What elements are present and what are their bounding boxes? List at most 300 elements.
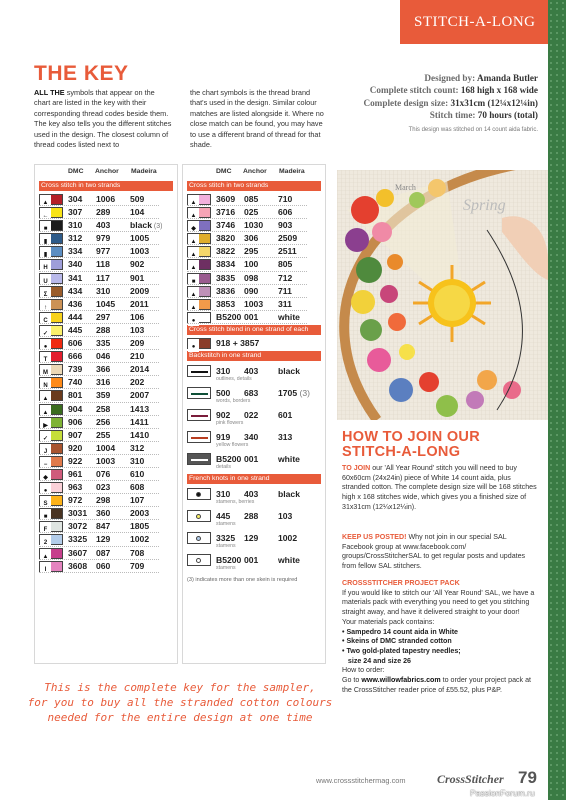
anchor-code: 117 [96,272,110,283]
colour-swatch [51,431,62,440]
symbol-glyph: ▲ [188,199,199,208]
pack-contains-label: Your materials pack contains: [342,617,435,626]
madeira-code: 2014 [130,364,150,375]
anchor-code: 288 [96,324,111,335]
madeira-code: black (3) [130,220,163,231]
colour-swatch [199,313,210,322]
symbol-glyph: N [40,382,51,391]
thread-row [39,389,173,402]
thread-symbol [39,246,63,257]
dmc-code: 3607 [68,547,88,558]
backstitch-row [187,363,321,385]
thread-row [39,219,173,232]
symbol-glyph: ▲ [40,199,51,208]
thread-symbol [187,312,211,323]
symbol-glyph: 2 [40,539,51,548]
madeira-code: 710 [278,194,293,204]
madeira-code: 1410 [130,429,150,440]
thread-row [39,363,173,376]
anchor-code: 087 [96,547,111,558]
backstitch-line [191,437,208,439]
madeira-code: 1003 [130,246,150,257]
thread-row [39,350,173,363]
madeira-code: 1705 (3) [278,388,311,399]
dmc-code: 972 [68,495,83,506]
thread-row [39,429,173,442]
anchor-code: 256 [96,416,111,427]
madeira-code: 805 [278,259,293,270]
colour-swatch [51,483,62,492]
dmc-code: 3835 [216,272,236,283]
knot-dot [196,492,201,497]
anchor-code: 298 [96,495,111,506]
thread-row [39,285,173,298]
colour-swatch [51,535,62,544]
thread-row [187,311,321,324]
thread-symbol [39,312,63,323]
colour-swatch [51,418,62,427]
madeira-code: 1005 [130,233,150,244]
thread-symbol [39,259,63,270]
anchor-code: 295 [244,246,259,257]
page-number: 79 [518,768,537,787]
anchor-code: 129 [96,534,111,545]
dmc-code: 904 [68,403,83,414]
dmc-code: 3834 [216,259,236,270]
thread-row [39,232,173,245]
colour-swatch [51,457,62,466]
thread-symbol [39,364,63,375]
thread-row [39,193,173,206]
madeira-code: 1413 [130,403,150,414]
thread-row [187,245,321,258]
intro-col-1 [34,88,172,150]
anchor-code: 118 [96,259,110,270]
dmc-code: 3836 [216,285,236,296]
stitch-usage: stamens [216,543,236,550]
dmc-code: 3031 [68,508,88,519]
stitching-photo [337,170,548,420]
madeira-code: black [278,489,300,500]
dmc-code: B5200 [216,555,242,566]
anchor-code: 360 [96,508,111,519]
symbol-glyph: T [40,356,51,365]
symbol-glyph: ● [188,317,199,326]
dmc-code: 307 [68,207,83,218]
group-blend: Cross stitch blend in one strand of each [187,325,321,335]
anchor-code: 060 [96,560,111,571]
thread-row [187,232,321,245]
backstitch-symbol [187,365,211,377]
madeira-code: 310 [130,455,145,466]
madeira-code: 608 [130,482,145,493]
madeira-code: 509 [130,194,145,204]
col-dmc: DMC [68,168,84,175]
anchor-code: 023 [96,482,111,493]
anchor-code: 340 [244,432,259,443]
thread-row [187,272,321,285]
anchor-code: 001 [244,311,259,322]
credit-label: Stitch time: [429,110,478,121]
dmc-code: 310 [68,220,83,231]
backstitch-row [187,451,321,473]
dmc-code: 340 [68,259,83,270]
anchor-code: 001 [244,454,259,465]
credit-label: Complete stitch count: [369,85,461,96]
row-divider [187,323,307,324]
colour-swatch [199,195,210,204]
colour-swatch [51,562,62,571]
anchor-code: 022 [244,410,259,421]
thread-symbol [39,521,63,532]
dmc-code: 445 [216,511,231,522]
symbol-glyph: ▮ [40,238,51,247]
left-key-rows [39,180,173,573]
thread-symbol [39,561,63,572]
thread-row [39,547,173,560]
col-madeira: Madeira [131,168,157,175]
backstitch-line [191,415,208,417]
march-label: March [395,183,416,192]
dmc-code: 310 [216,366,231,377]
colour-swatch [199,234,210,243]
anchor-code: 076 [96,468,111,479]
thread-row [39,324,173,337]
anchor-code: 1006 [96,194,116,204]
anchor-code: 1030 [244,220,264,231]
colour-swatch [199,208,210,217]
symbol-glyph: ▲ [188,264,199,273]
madeira-code: 711 [278,285,292,296]
row-divider [39,572,159,573]
thread-symbol [187,299,211,310]
dmc-code: 444 [68,311,83,322]
backstitch-line [191,371,208,373]
dmc-code: 906 [68,416,83,427]
symbol-glyph: ● [40,343,51,352]
colour-swatch [51,247,62,256]
watermark: PassionForum.ru [470,788,535,798]
note-line-1: This is the complete key for the sampler, [44,681,316,694]
order-heading: How to order: [342,666,385,675]
backstitch-line [191,393,208,395]
dmc-code: B5200 [216,311,242,322]
symbol-glyph: − [40,461,51,470]
stitch-usage: stamens [216,521,236,528]
colour-swatch [51,274,62,283]
anchor-code: 090 [244,285,259,296]
anchor-code: 306 [244,233,259,244]
madeira-code: 2007 [130,390,150,401]
thread-key-left [34,164,178,664]
thread-row [39,494,173,507]
dmc-code: B5200 [216,454,242,465]
thread-symbol [187,220,211,231]
symbol-glyph: Σ [40,291,51,300]
madeira-code: 708 [130,547,145,558]
right-key-rows [187,180,321,583]
colour-swatch [199,300,210,309]
thread-symbol [187,286,211,297]
col-dmc: DMC [216,168,232,175]
colour-swatch [51,339,62,348]
stitch-usage: stamens, berries [216,499,255,506]
symbol-glyph: ● [188,343,199,352]
colour-swatch [51,234,62,243]
dmc-code: 922 [68,455,83,466]
thread-symbol [39,220,63,231]
knot-row [187,508,321,530]
madeira-code: 606 [278,207,293,218]
stitch-usage: words, borders [216,398,251,405]
madeira-code: 709 [130,560,145,571]
symbol-glyph: ◆ [40,474,51,483]
credit-line [338,72,538,84]
symbol-glyph: C [40,317,51,326]
colour-swatch [51,260,62,269]
symbol-glyph: ▲ [188,304,199,313]
note-line-2: for you to buy all the stranded cotton colours [27,696,333,709]
knot-dot [196,536,201,541]
anchor-code: 1003 [96,455,116,466]
credit-value: 70 hours (total) [477,110,538,121]
madeira-code: 1411 [130,416,149,427]
madeira-code: 106 [130,311,145,322]
thread-row [187,285,321,298]
madeira-code: 2511 [278,246,297,257]
dmc-code: 304 [68,194,83,204]
madeira-code: 1002 [278,533,298,544]
colour-swatch [51,496,62,505]
colour-swatch [51,352,62,361]
colour-swatch [199,221,210,230]
colour-swatch [51,405,62,414]
thread-symbol [39,495,63,506]
thread-symbol [39,351,63,362]
backstitch-row [187,385,321,407]
colour-swatch [51,444,62,453]
anchor-code: 310 [96,285,111,296]
symbol-glyph: ▲ [40,395,51,404]
anchor-code: 046 [96,351,111,362]
group-cross-stitch: Cross stitch in two strands [39,181,173,191]
howto-para-3 [342,579,538,695]
colour-swatch [51,378,62,387]
colour-swatch [51,300,62,309]
thread-symbol [39,299,63,310]
thread-row [39,520,173,533]
symbol-glyph: ▲ [188,291,199,300]
note-line-3: needed for the entire design at one time [47,711,313,724]
symbol-glyph: ◆ [188,225,199,234]
howto-para-1 [342,464,538,513]
symbol-glyph: U [40,278,51,287]
madeira-code: 103 [130,324,145,335]
symbol-glyph: ↑ [40,304,51,313]
madeira-code: 2011 [130,298,149,309]
thread-symbol [39,233,63,244]
thread-row [39,455,173,468]
thread-symbol [39,338,63,349]
stitch-usage: outlines, details [216,376,252,383]
madeira-code: 2009 [130,285,150,296]
colour-swatch [51,313,62,322]
anchor-code: 297 [96,311,111,322]
symbol-glyph: ● [40,487,51,496]
dmc-code: 310 [216,489,231,500]
colour-swatch [51,326,62,335]
anchor-code: 403 [244,489,259,500]
knot-symbol [187,554,211,566]
thread-symbol [39,286,63,297]
col-anchor: Anchor [243,168,267,175]
madeira-code: 103 [278,511,293,522]
madeira-code: 202 [130,377,145,388]
backstitch-row [187,429,321,451]
thread-symbol [187,194,211,205]
thread-row [39,272,173,285]
thread-symbol [39,443,63,454]
backstitch-symbol [187,453,211,465]
symbol-glyph: ▲ [188,238,199,247]
howto-text-2: Why not join in our special SAL Facebook group at www.facebook.com/ groups/CrossStitcherSAL to get regular posts and updates from fellow SAL stitchers. [342,533,526,571]
dmc-code: 3325 [216,533,236,544]
madeira-code: white [278,555,300,566]
anchor-code: 289 [96,207,111,218]
anchor-code: 316 [96,377,111,388]
thread-symbol [39,456,63,467]
thread-symbol [39,534,63,545]
colour-swatch [199,260,210,269]
dmc-code: 434 [68,285,83,296]
credit-value: 31x31cm (12¼x12¼in) [450,97,538,108]
colour-swatch [51,195,62,204]
colour-swatch [199,287,210,296]
madeira-code: 901 [130,272,145,283]
colour-swatch [199,274,210,283]
knot-row [187,552,321,574]
thread-symbol [187,207,211,218]
madeira-code: 311 [278,298,292,309]
anchor-code: 098 [244,272,259,283]
howto-text-1: our 'All Year Round' stitch you will need to buy 60x60cm (24x24in) piece of White 14 count aida, plus stranded cotton. The complete design size will be 168 stitches high x 168 stitches wide, which gives you a finished size of 31x31cm (12¼x12¼in). [342,464,537,511]
dmc-code: 3716 [216,207,236,218]
anchor-code: 255 [96,429,111,440]
knot-row [187,486,321,508]
colour-swatch [51,549,62,558]
backstitch-symbol [187,431,211,443]
group-french-knots: French knots in one strand [187,474,321,484]
dmc-code: 3609 [216,194,236,204]
thread-row [187,193,321,206]
thread-row [39,442,173,455]
intro-col-2: the chart symbols is the thread brand that's used in the design. Similar colour matches are listed alongside it. Where no close match can be found, you may have to use a different brand of thread for that shade. [190,88,324,150]
credit-value: 168 high x 168 wide [460,85,538,96]
thread-row [39,245,173,258]
anchor-code: 683 [244,388,259,399]
colour-swatch [51,509,62,518]
thread-symbol [39,273,63,284]
dmc-code: 961 [68,468,83,479]
footer-url[interactable]: www.crossstitchermag.com [316,776,406,785]
symbol-glyph: S [40,500,51,509]
madeira-code: white [278,311,300,322]
credit-label: Designed by: [424,73,477,83]
anchor-code: 001 [244,555,259,566]
symbol-glyph: I [40,566,51,575]
thread-row [187,206,321,219]
thread-symbol [39,390,63,401]
colour-swatch [51,208,62,217]
madeira-code: 902 [130,259,145,270]
symbol-glyph: ← [40,212,51,221]
thread-row [39,337,173,350]
dmc-code: 500 [216,388,231,399]
anchor-code: 847 [96,521,111,532]
symbol-glyph: ▲ [40,409,51,418]
thread-symbol [187,273,211,284]
order-link[interactable]: www.willowfabrics.com [361,676,441,685]
dmc-code: 3822 [216,246,236,257]
madeira-code: 2003 [130,508,150,519]
howto-lead-1: TO JOIN [342,464,371,472]
madeira-code: 210 [130,351,145,362]
pack-item: • Sampedro 14 count aida in White [342,627,459,636]
dmc-code: 740 [68,377,83,388]
dmc-code: 3820 [216,233,236,244]
knot-dot [196,558,201,563]
anchor-code: 335 [96,338,111,349]
dmc-code: 436 [68,298,83,309]
thread-symbol [39,404,63,415]
colour-swatch [199,339,210,348]
key-title: THE KEY [34,62,129,85]
thread-symbol [39,417,63,428]
anchor-code: 100 [244,259,259,270]
blend-row [187,337,321,350]
madeira-code: 104 [130,207,145,218]
thread-symbol [39,508,63,519]
section-title: STITCH-A-LONG [414,14,536,30]
dmc-code: 341 [68,272,83,283]
group-cross-stitch: Cross stitch in two strands [187,181,321,191]
order-text: Go to www.willowfabrics.com to order your project pack at the CrossStitcher reader price of £55.52, plus P&P. [342,676,531,694]
design-credits [338,72,538,136]
dmc-code: 445 [68,324,83,335]
madeira-code: 312 [130,442,145,453]
thread-row [39,311,173,324]
colour-swatch [199,247,210,256]
anchor-code: 403 [244,366,259,377]
thread-row [39,258,173,271]
stitch-usage: yellow flowers [216,442,249,449]
stitch-usage: details [216,464,231,471]
knot-symbol [187,488,211,500]
credit-label: Complete design size: [363,97,451,108]
thread-key-right [182,164,326,664]
knot-symbol [187,510,211,522]
symbol-glyph: ■ [40,513,51,522]
madeira-code: 209 [130,338,145,349]
pack-items [342,628,538,667]
thread-row [39,376,173,389]
thread-symbol [39,325,63,336]
thread-row [39,298,173,311]
madeira-code: 903 [278,220,293,231]
symbol-glyph: F [40,526,51,535]
dmc-code: 334 [68,246,83,257]
symbol-glyph: ▮ [40,251,51,260]
